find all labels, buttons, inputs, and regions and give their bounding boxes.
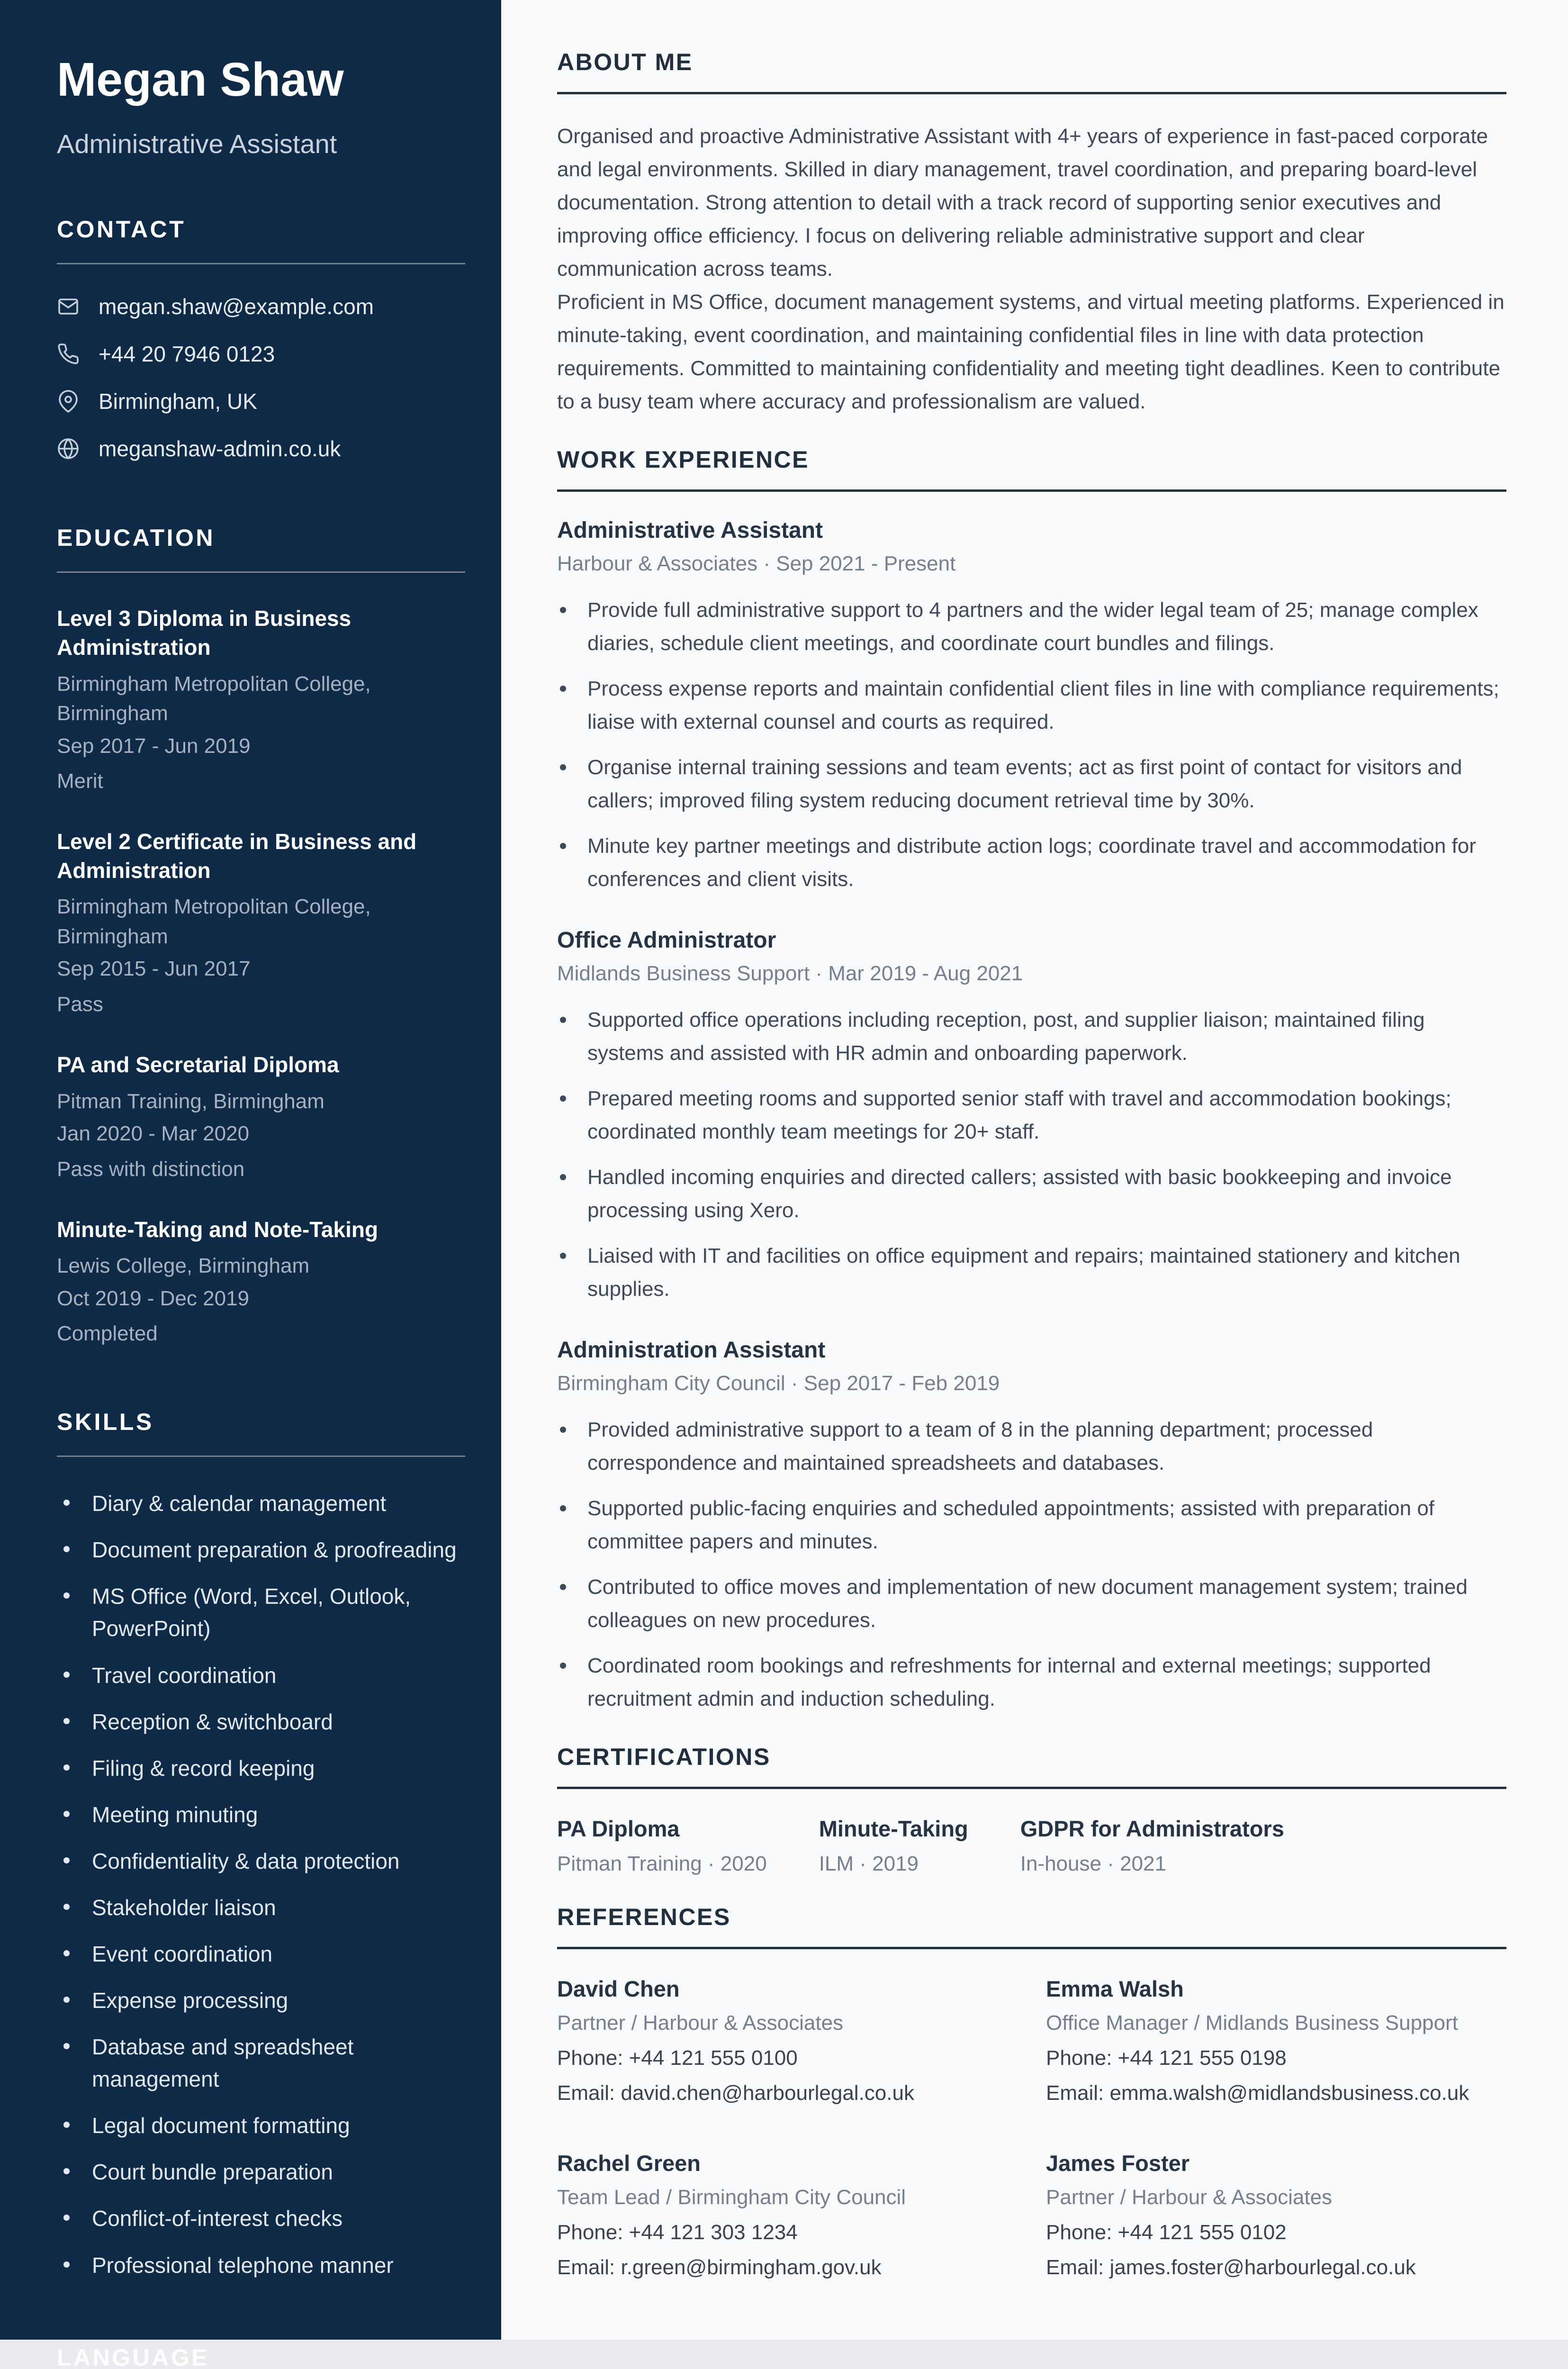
- sidebar: [0, 0, 501, 2369]
- job-company-dates: Midlands Business Support · Mar 2019 - Aug 2021: [557, 962, 1023, 985]
- skill-item: Database and spreadsheet management: [57, 2031, 465, 2095]
- certification-item: [557, 1816, 767, 1876]
- reference-name: Rachel Green: [557, 2151, 701, 2176]
- about-divider: [557, 92, 1506, 94]
- job-bullet-list: [557, 594, 1506, 896]
- contact-item-text: megan.shaw@example.com: [99, 294, 374, 319]
- job-bullet: Handled incoming enquiries and directed callers; assisted with basic bookkeeping and invoice processing using Xero.: [557, 1161, 1506, 1227]
- job-bullet: Supported office operations including reception, post, and supplier liaison; maintained filing systems and assisted with HR admin and onboarding paperwork.: [557, 1004, 1506, 1070]
- experience-divider: [557, 489, 1506, 492]
- education-result: Merit: [57, 769, 103, 793]
- education-result: Pass: [57, 992, 103, 1016]
- reference-role: Partner / Harbour & Associates: [557, 2011, 844, 2034]
- job-company-dates: Birmingham City Council · Sep 2017 - Feb 2019: [557, 1372, 1000, 1395]
- about-heading: ABOUT ME: [557, 49, 693, 75]
- skill-item: Meeting minuting: [57, 1799, 465, 1831]
- job-bullet: Prepared meeting rooms and supported senior staff with travel and accommodation bookings; coordinated monthly team meetings for 20+ staff.: [557, 1082, 1506, 1148]
- education-school: Lewis College, Birmingham: [57, 1254, 310, 1278]
- about-paragraph: Organised and proactive Administrative Assistant with 4+ years of experience in fast-paced corporate and legal environments. Skilled in diary management, travel coordination, and preparing board-level documentation. Strong attention to detail with a track record of supporting senior executives and improving office efficiency. I focus on delivering reliable administrative support and clear communication across teams.: [557, 125, 1488, 280]
- education-list: [57, 604, 465, 1346]
- certifications-divider: [557, 1787, 1506, 1789]
- certifications-section: [557, 1743, 1506, 1876]
- job-bullet: Process expense reports and maintain confidential client files in line with compliance requirements; liaise with external counsel and courts as required.: [557, 672, 1506, 739]
- certification-issuer-year: ILM · 2019: [819, 1852, 919, 1875]
- education-degree: PA and Secretarial Diploma: [57, 1052, 339, 1077]
- certification-issuer-year: In-house · 2021: [1020, 1852, 1166, 1875]
- reference-email: Email: emma.walsh@midlandsbusiness.co.uk: [1046, 2081, 1469, 2105]
- contact-item: [57, 294, 465, 319]
- experience-section: [557, 446, 1506, 1716]
- reference-role: Partner / Harbour & Associates: [1046, 2186, 1333, 2209]
- reference-list: [557, 1976, 1506, 2279]
- main-content: [501, 0, 1568, 2340]
- language-heading: LANGUAGE: [57, 2344, 210, 2369]
- phone-icon: [57, 343, 80, 365]
- about-section: [557, 48, 1506, 418]
- skill-item: Stakeholder liaison: [57, 1891, 465, 1924]
- references-section: [557, 1903, 1506, 2279]
- reference-item: [557, 2150, 1018, 2279]
- reference-email: Email: david.chen@harbourlegal.co.uk: [557, 2081, 914, 2105]
- reference-name: James Foster: [1046, 2151, 1190, 2176]
- references-divider: [557, 1947, 1506, 1949]
- language-section: [57, 2344, 465, 2369]
- contact-item-text: Birmingham, UK: [99, 389, 257, 414]
- reference-phone: Phone: +44 121 555 0102: [1046, 2221, 1287, 2244]
- skills-list: [57, 1487, 465, 2281]
- contact-item: [57, 389, 465, 414]
- reference-item: [1046, 2150, 1506, 2279]
- skill-item: Professional telephone manner: [57, 2249, 465, 2281]
- job-bullet: Provide full administrative support to 4 partners and the wider legal team of 25; manage complex diaries, schedule client meetings, and coordinate court bundles and filings.: [557, 594, 1506, 660]
- job-list: [557, 517, 1506, 1716]
- job-bullet: Coordinated room bookings and refreshments for internal and external meetings; supported recruitment admin and induction scheduling.: [557, 1649, 1506, 1716]
- education-item: [57, 1050, 465, 1181]
- job-title: Administration Assistant: [557, 1338, 826, 1363]
- education-heading: EDUCATION: [57, 524, 216, 552]
- reference-role: Team Lead / Birmingham City Council: [557, 2186, 906, 2209]
- certification-item: [1020, 1816, 1284, 1876]
- education-dates: Oct 2019 - Dec 2019: [57, 1286, 250, 1310]
- education-school: Birmingham Metropolitan College, Birmingham: [57, 672, 371, 725]
- skill-item: MS Office (Word, Excel, Outlook, PowerPoint): [57, 1580, 465, 1645]
- skill-item: Event coordination: [57, 1938, 465, 1970]
- skill-item: Court bundle preparation: [57, 2156, 465, 2188]
- education-item: [57, 604, 465, 793]
- person-name: Megan Shaw: [57, 53, 344, 106]
- education-degree: Minute-Taking and Note-Taking: [57, 1217, 378, 1242]
- contact-item: [57, 436, 465, 461]
- certifications-heading: CERTIFICATIONS: [557, 1744, 771, 1770]
- references-heading: REFERENCES: [557, 1904, 731, 1930]
- job-bullet-list: [557, 1004, 1506, 1306]
- certification-name: GDPR for Administrators: [1020, 1816, 1284, 1841]
- job-bullet-list: [557, 1413, 1506, 1716]
- job-entry: [557, 1337, 1506, 1716]
- contact-item-text: meganshaw-admin.co.uk: [99, 436, 341, 461]
- job-bullet: Provided administrative support to a team of 8 in the planning department; processed correspondence and maintained spreadsheets and databases.: [557, 1413, 1506, 1480]
- skill-item: Diary & calendar management: [57, 1487, 465, 1519]
- reference-item: [557, 1976, 1018, 2105]
- skill-item: Document preparation & proofreading: [57, 1534, 465, 1566]
- education-degree: Level 2 Certificate in Business and Administration: [57, 829, 417, 883]
- education-item: [57, 1215, 465, 1346]
- skills-divider: [57, 1456, 465, 1457]
- contact-item-text: +44 20 7946 0123: [99, 342, 275, 367]
- job-entry: [557, 927, 1506, 1306]
- skill-item: Travel coordination: [57, 1659, 465, 1691]
- job-bullet: Supported public-facing enquiries and scheduled appointments; assisted with preparation of committee papers and minutes.: [557, 1492, 1506, 1558]
- reference-phone: Phone: +44 121 555 0100: [557, 2046, 798, 2070]
- education-item: [57, 827, 465, 1016]
- reference-phone: Phone: +44 121 303 1234: [557, 2221, 798, 2244]
- reference-email: Email: r.green@birmingham.gov.uk: [557, 2256, 882, 2279]
- certification-item: [819, 1816, 968, 1876]
- job-bullet: Liaised with IT and facilities on office equipment and repairs; maintained stationery and kitchen supplies.: [557, 1239, 1506, 1306]
- skill-item: Expense processing: [57, 1984, 465, 2016]
- reference-email: Email: james.foster@harbourlegal.co.uk: [1046, 2256, 1416, 2279]
- education-dates: Jan 2020 - Mar 2020: [57, 1122, 250, 1146]
- education-dates: Sep 2017 - Jun 2019: [57, 734, 251, 758]
- person-job-title: Administrative Assistant: [57, 129, 337, 159]
- about-paragraph: Proficient in MS Office, document management systems, and virtual meeting platforms. Experienced in minute-taking, event coordination, and maintaining confidential files in line with data protection requirements. Committed to maintaining confidentiality and meeting tight deadlines. Keen to contribute to a busy team where accuracy and professionalism are valued.: [557, 290, 1505, 413]
- contact-heading: CONTACT: [57, 216, 186, 243]
- globe-icon: [57, 437, 80, 460]
- skills-section: [57, 1408, 465, 2281]
- skill-item: Legal document formatting: [57, 2109, 465, 2142]
- job-company-dates: Harbour & Associates · Sep 2021 - Present: [557, 552, 956, 575]
- email-icon: [57, 295, 80, 318]
- about-text: [557, 120, 1506, 418]
- job-entry: [557, 517, 1506, 896]
- skill-item: Confidentiality & data protection: [57, 1845, 465, 1877]
- education-school: Pitman Training, Birmingham: [57, 1089, 324, 1113]
- contact-divider: [57, 263, 465, 264]
- reference-phone: Phone: +44 121 555 0198: [1046, 2046, 1287, 2070]
- certification-issuer-year: Pitman Training · 2020: [557, 1852, 767, 1875]
- certification-name: PA Diploma: [557, 1816, 680, 1841]
- skills-heading: SKILLS: [57, 1409, 154, 1436]
- education-section: [57, 524, 465, 1346]
- contact-item: [57, 341, 465, 367]
- skill-item: Conflict-of-interest checks: [57, 2202, 465, 2234]
- education-school: Birmingham Metropolitan College, Birmingham: [57, 895, 371, 948]
- skill-item: Reception & switchboard: [57, 1706, 465, 1738]
- job-bullet: Organise internal training sessions and team events; act as first point of contact for visitors and callers; improved filing system reducing document retrieval time by 30%.: [557, 751, 1506, 817]
- education-dates: Sep 2015 - Jun 2017: [57, 957, 251, 981]
- education-divider: [57, 571, 465, 573]
- certification-list: [557, 1816, 1506, 1876]
- contact-section: [57, 216, 465, 461]
- education-result: Completed: [57, 1322, 158, 1346]
- reference-role: Office Manager / Midlands Business Support: [1046, 2011, 1458, 2034]
- location-icon: [57, 390, 80, 413]
- skill-item: Filing & record keeping: [57, 1752, 465, 1784]
- job-title: Administrative Assistant: [557, 518, 823, 543]
- job-bullet: Contributed to office moves and implementation of new document management system; trained colleagues on new procedures.: [557, 1571, 1506, 1637]
- experience-heading: WORK EXPERIENCE: [557, 446, 810, 473]
- job-bullet: Minute key partner meetings and distribute action logs; coordinate travel and accommodation for conferences and client visits.: [557, 830, 1506, 896]
- reference-name: Emma Walsh: [1046, 1976, 1184, 2001]
- education-degree: Level 3 Diploma in Business Administration: [57, 606, 351, 660]
- certification-name: Minute-Taking: [819, 1816, 968, 1841]
- education-result: Pass with distinction: [57, 1157, 245, 1181]
- job-title: Office Administrator: [557, 928, 776, 953]
- contact-list: [57, 294, 465, 461]
- reference-name: David Chen: [557, 1976, 680, 2001]
- reference-item: [1046, 1976, 1506, 2105]
